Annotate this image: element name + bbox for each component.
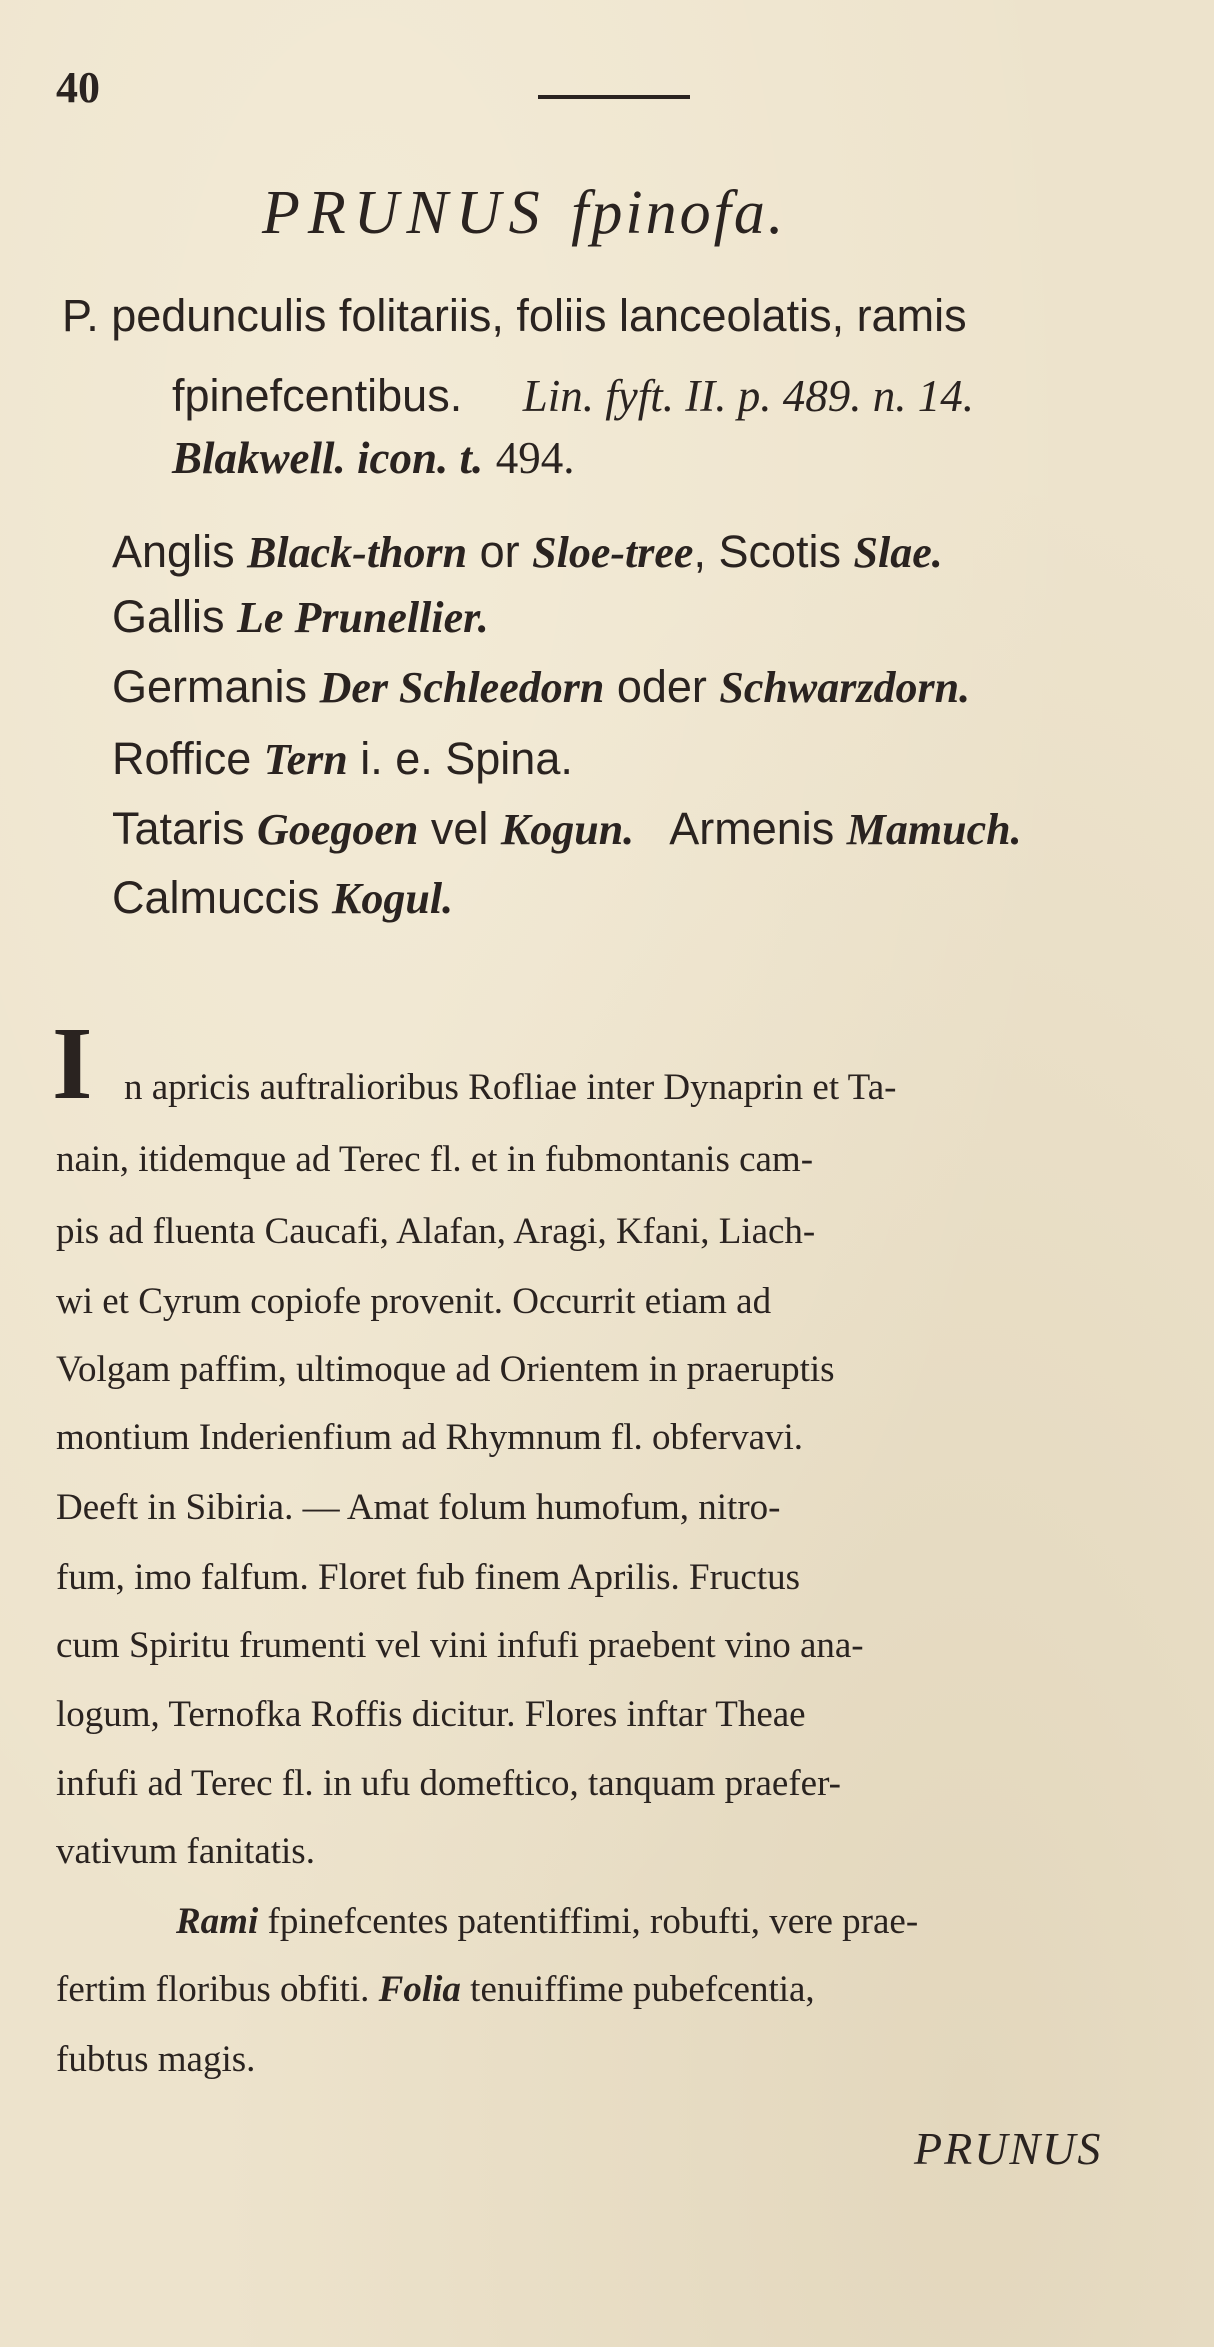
body-line: pis ad fluenta Caucafi, Alafan, Aragi, Kfani, Liach- bbox=[56, 1211, 816, 1252]
vernacular-name: Kogul. bbox=[332, 874, 454, 923]
linnaeus-reference: Lin. fyft. II. p. 489. n. 14. bbox=[522, 371, 974, 421]
vernacular-name: Tern bbox=[263, 735, 348, 784]
header-rule bbox=[538, 95, 690, 99]
vernacular-language: or bbox=[467, 526, 533, 577]
rami-term: Rami bbox=[176, 1901, 259, 1942]
vernacular-language: , Scotis bbox=[693, 526, 854, 577]
vernacular-line bbox=[112, 661, 970, 713]
folia-term: Folia bbox=[378, 1969, 461, 2010]
vernacular-language: Calmuccis bbox=[112, 872, 333, 923]
vernacular-language: Anglis bbox=[112, 526, 248, 577]
blakwell-reference: Blakwell. icon. t. bbox=[172, 433, 484, 483]
diagnosis-line-3 bbox=[172, 432, 575, 484]
vernacular-language: Gallis bbox=[112, 591, 238, 642]
vernacular-language: i. e. Spina. bbox=[347, 733, 573, 784]
body-line: wi et Cyrum copiofe provenit. Occurrit etiam ad bbox=[56, 1281, 772, 1322]
vernacular-line bbox=[112, 591, 489, 643]
diagnosis-line-1: P. pedunculis folitariis, foliis lanceolatis, ramis bbox=[62, 290, 967, 341]
body-line: logum, Ternofka Roffis dicitur. Flores inftar Theae bbox=[56, 1694, 806, 1735]
page-number: 40 bbox=[56, 63, 100, 112]
body-line: fum, imo falfum. Floret fub finem Aprilis. Fructus bbox=[56, 1557, 801, 1598]
body-line: cum Spiritu frumenti vel vini infufi praebent vino ana- bbox=[56, 1625, 864, 1666]
body-line: nain, itidemque ad Terec fl. et in fubmontanis cam- bbox=[56, 1139, 814, 1180]
vernacular-name: Kogun. bbox=[500, 805, 635, 854]
vernacular-language: vel bbox=[418, 803, 501, 854]
vernacular-name: Der Schleedorn bbox=[319, 663, 605, 712]
folia-line bbox=[56, 1968, 815, 2011]
title-genus: PRUNUS bbox=[262, 179, 548, 247]
vernacular-language: Roffice bbox=[112, 733, 264, 784]
drop-cap: I bbox=[52, 1006, 93, 1121]
vernacular-line bbox=[112, 526, 943, 578]
rami-description: fpinefcentes patentiffimi, robufti, vere prae- bbox=[258, 1901, 919, 1942]
vernacular-name: Schwarzdorn. bbox=[719, 663, 971, 712]
body-line: n apricis auftralioribus Rofliae inter Dynaprin et Ta- bbox=[124, 1067, 897, 1108]
body-line: vativum fanitatis. bbox=[56, 1831, 315, 1872]
body-line-final: fubtus magis. bbox=[56, 2039, 256, 2080]
vernacular-line bbox=[112, 872, 453, 924]
vernacular-name: Sloe-tree bbox=[532, 528, 694, 577]
vernacular-language: oder bbox=[604, 661, 720, 712]
rami-line bbox=[176, 1900, 918, 1943]
diagnosis-line-2 bbox=[172, 370, 974, 422]
title-species: fpinofa. bbox=[571, 179, 787, 247]
vernacular-name: Mamuch. bbox=[846, 805, 1022, 854]
vernacular-language: Tataris bbox=[112, 803, 258, 854]
catchword: PRUNUS bbox=[914, 2123, 1103, 2174]
vernacular-language: Germanis bbox=[112, 661, 320, 712]
diagnosis-text: fpinefcentibus. bbox=[172, 370, 463, 421]
vernacular-name: Goegoen bbox=[257, 805, 419, 854]
body-line: montium Inderienfium ad Rhymnum fl. obfervavi. bbox=[56, 1417, 804, 1458]
vernacular-name: Black-thorn bbox=[247, 528, 468, 577]
vernacular-line bbox=[112, 803, 1022, 855]
body-line: Volgam paffim, ultimoque ad Orientem in praeruptis bbox=[56, 1349, 835, 1390]
blakwell-plate-number: 494. bbox=[495, 433, 575, 483]
page-title bbox=[262, 178, 786, 249]
vernacular-line bbox=[112, 733, 573, 785]
vernacular-name: Le Prunellier. bbox=[237, 593, 489, 642]
vernacular-name: Slae. bbox=[853, 528, 943, 577]
folia-description: tenuiffime pubefcentia, bbox=[460, 1969, 815, 2010]
flowers-text: fertim floribus obfiti. bbox=[56, 1969, 379, 2010]
vernacular-language: Armenis bbox=[634, 803, 847, 854]
body-line: Deeft in Sibiria. — Amat folum humofum, nitro- bbox=[56, 1487, 781, 1528]
body-line: infufi ad Terec fl. in ufu domeftico, tanquam praefer- bbox=[56, 1763, 841, 1804]
